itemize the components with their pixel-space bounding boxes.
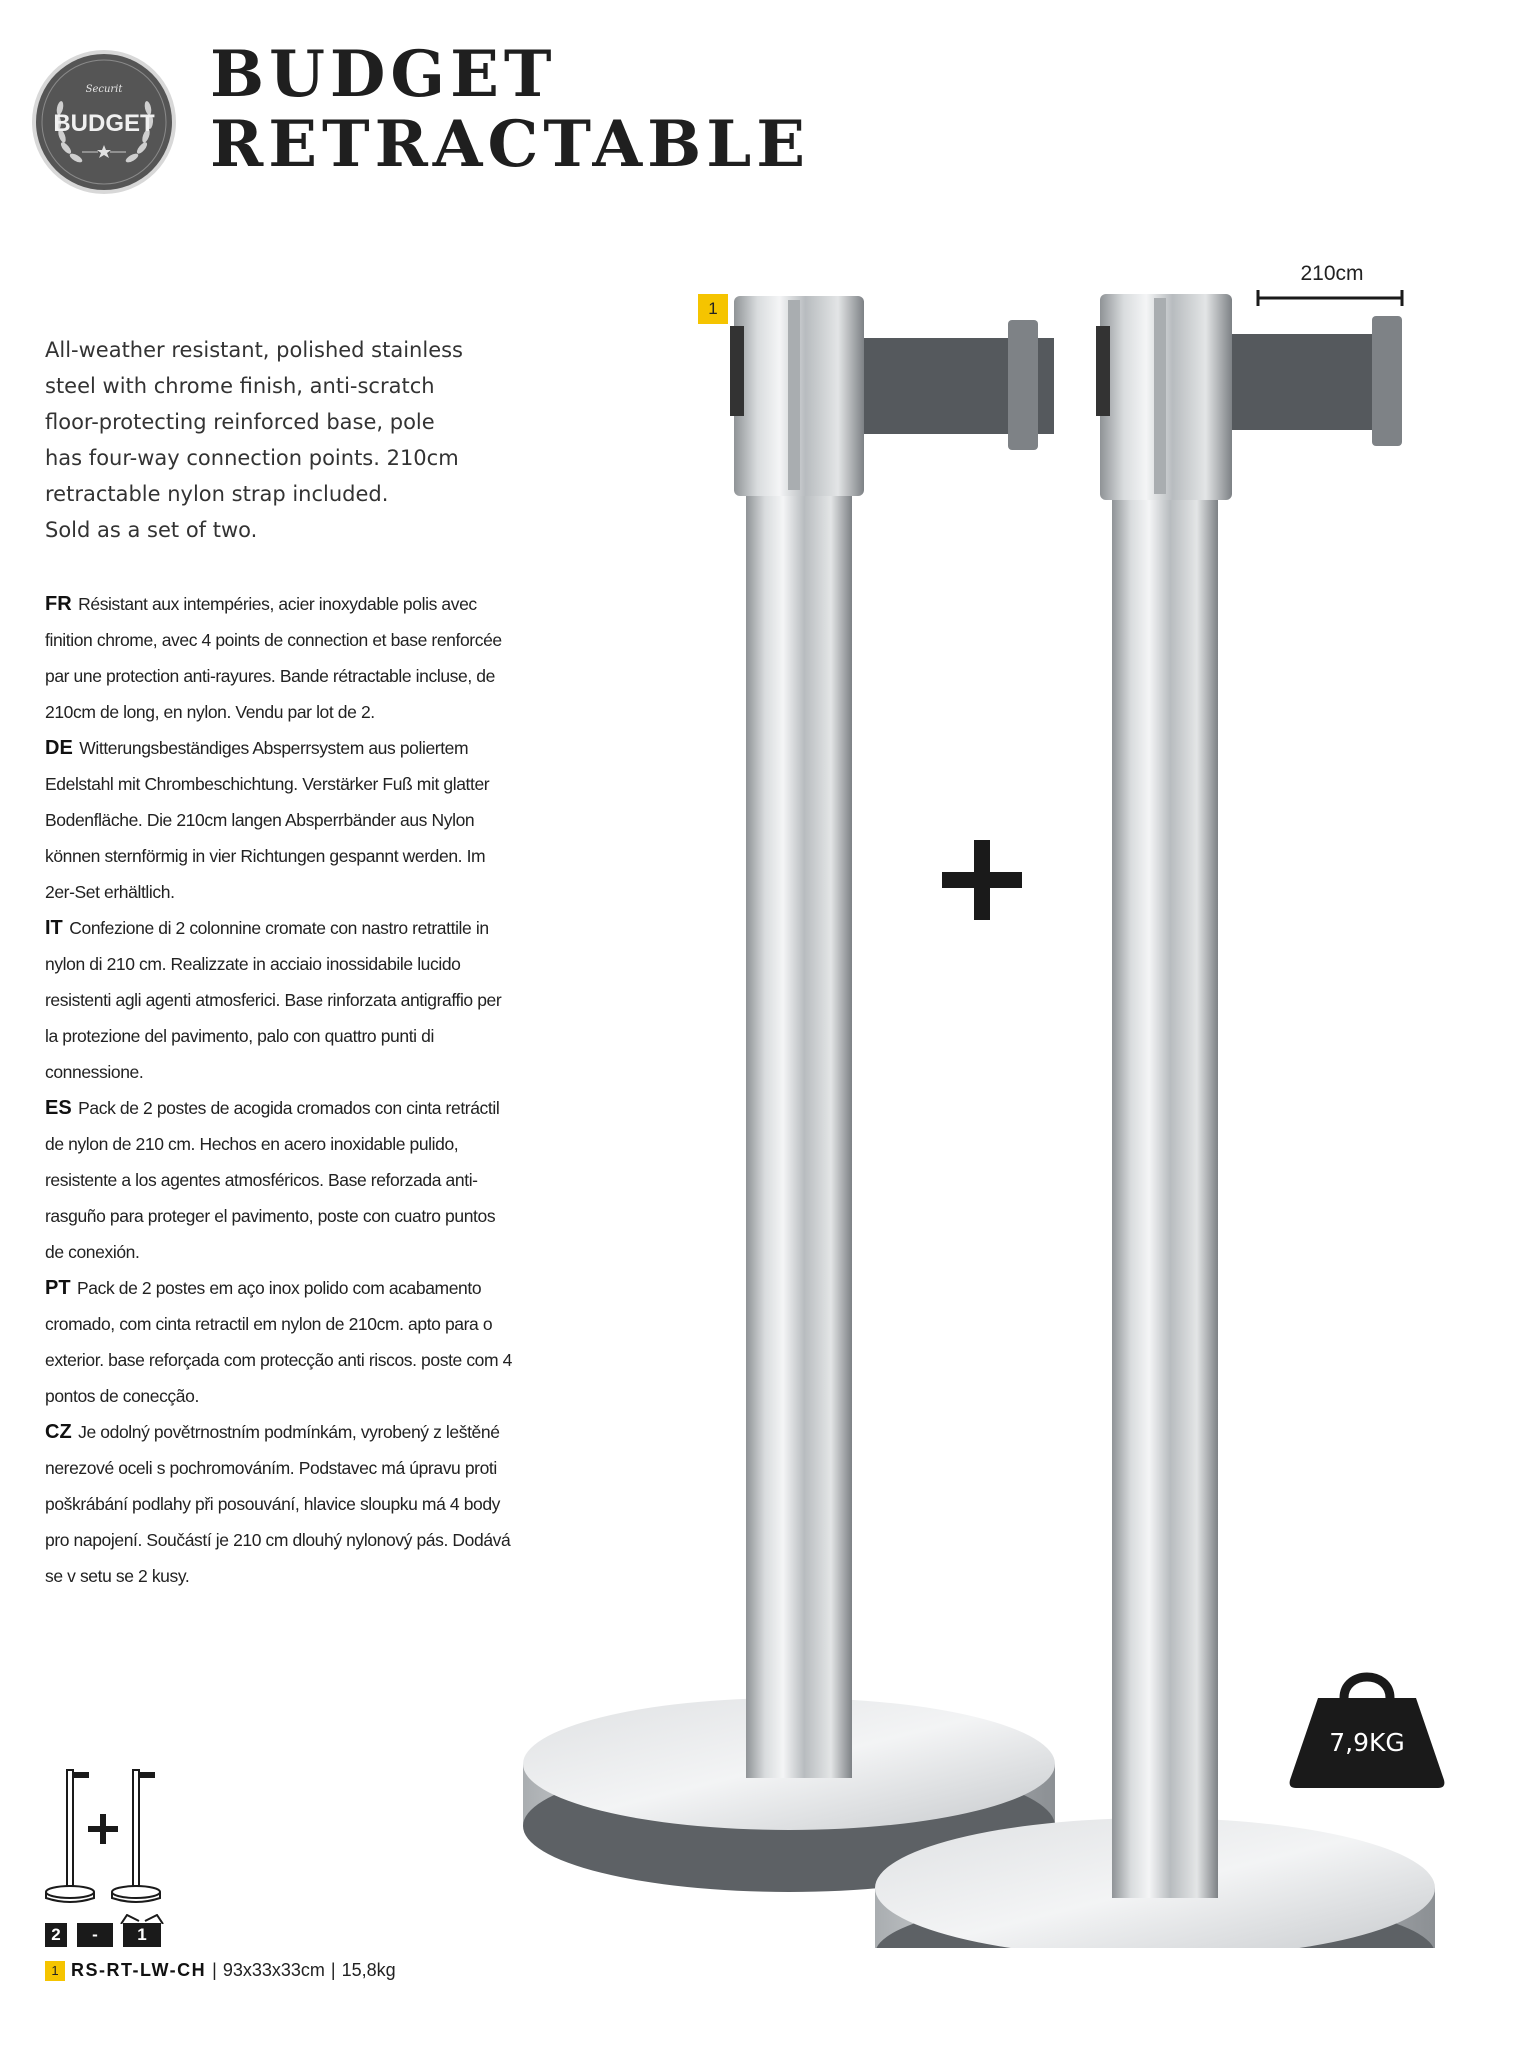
translation-text: Pack de 2 postes de acogida cromados con cinta retráctil de nylon de 210 cm. Hechos en acero inoxidable pulido, resistente a los agentes atmosféricos. Base reforzada anti-rasguño para proteger el pavimento, poste con cuatro puntos de conexión.: [45, 1098, 500, 1262]
strap-dimension-line: [1258, 290, 1402, 306]
translation-text: Je odolný povětrnostním podmínkám, vyrobený z leštěné nerezové oceli s pochromováním. Podstavec má úpravu proti poškrábání podlahy při posouvání, hlavice sloupku má 4 body pro napojení. Součástí je 210 cm dlouhý nylonový pás. Dodává se v setu se 2 kusy.: [45, 1422, 511, 1586]
box-lid-icon: [119, 1914, 165, 1924]
gross-weight: 15,8kg: [341, 1960, 396, 1980]
language-code: CZ: [45, 1421, 72, 1443]
intro-line: All-weather resistant, polished stainless: [45, 338, 464, 362]
weight-icon: [1288, 1660, 1446, 1790]
spec-separator: |: [330, 1960, 336, 1980]
package-quantity: 2: [45, 1923, 67, 1947]
language-code: IT: [45, 917, 63, 939]
packaging-info: [45, 1922, 161, 1948]
language-code: FR: [45, 593, 72, 615]
spec-separator: |: [212, 1960, 217, 1980]
left-post: [523, 296, 1055, 1892]
title-line-2: RETRACTABLE: [210, 107, 811, 182]
intro-line: has four-way connection points. 210cm: [45, 446, 459, 470]
product-sku: RS-RT-LW-CH: [71, 1960, 207, 1980]
title-line-1: BUDGET: [210, 37, 557, 112]
translations-block: [45, 586, 515, 1594]
language-code: PT: [45, 1277, 71, 1299]
intro-line: floor-protecting reinforced base, pole: [45, 410, 435, 434]
spec-line: [45, 1960, 396, 1981]
translation-text: Witterungsbeständiges Absperrsystem aus poliertem Edelstahl mit Chrombeschichtung. Verstärker Fuß mit glatter Bodenfläche. Die 210cm langen Absperrbänder aus Nylon können sternförmig in vier Richtungen gespannt werden. Im 2er-Set erhältlich.: [45, 738, 490, 902]
product-weight: 7,9KG: [1329, 1728, 1405, 1757]
translation-de: [45, 730, 515, 910]
intro-line: retractable nylon strap included.: [45, 482, 389, 506]
translation-it: [45, 910, 515, 1090]
box-count: 1: [137, 1925, 147, 1944]
translation-text: Confezione di 2 colonnine cromate con nastro retrattile in nylon di 210 cm. Realizzate in acciaio inossidabile lucido resistenti agli agenti atmosferici. Base rinforzata antigraffio per la protezione del pavimento, palo con quattro punti di connessione.: [45, 918, 502, 1082]
page-title: [210, 37, 811, 182]
language-code: DE: [45, 737, 73, 759]
strap-length-label: 210cm: [1300, 262, 1364, 285]
translation-pt: [45, 1270, 515, 1414]
intro-line: Sold as a set of two.: [45, 518, 258, 542]
translation-fr: [45, 586, 515, 730]
english-description: [45, 332, 485, 548]
translation-text: Résistant aux intempéries, acier inoxydable polis avec finition chrome, avec 4 points de connection et base renforcée par une protection anti-rayures. Bande rétractable incluse, de 210cm de long, en nylon. Vendu par lot de 2.: [45, 594, 502, 722]
translation-text: Pack de 2 postes em aço inox polido com acabamento cromado, com cinta retractil em nylon de 210cm. apto para o exterior. base reforçada com protecção anti riscos. poste com 4 pontos de conecção.: [45, 1278, 512, 1406]
item-marker: 1: [698, 294, 728, 324]
set-of-two-pictogram: [40, 1760, 170, 1910]
translation-cz: [45, 1414, 515, 1594]
item-marker: 1: [45, 1961, 65, 1981]
intro-line: steel with chrome finish, anti-scratch: [45, 374, 435, 398]
package-separator: -: [77, 1923, 113, 1947]
badge-brand: Securit: [85, 84, 123, 95]
translation-es: [45, 1090, 515, 1270]
product-dimensions: 93x33x33cm: [222, 1960, 325, 1980]
language-code: ES: [45, 1097, 72, 1119]
budget-badge-logo: [30, 48, 178, 196]
badge-label: BUDGET: [53, 110, 155, 137]
box-count-icon: [123, 1923, 161, 1947]
